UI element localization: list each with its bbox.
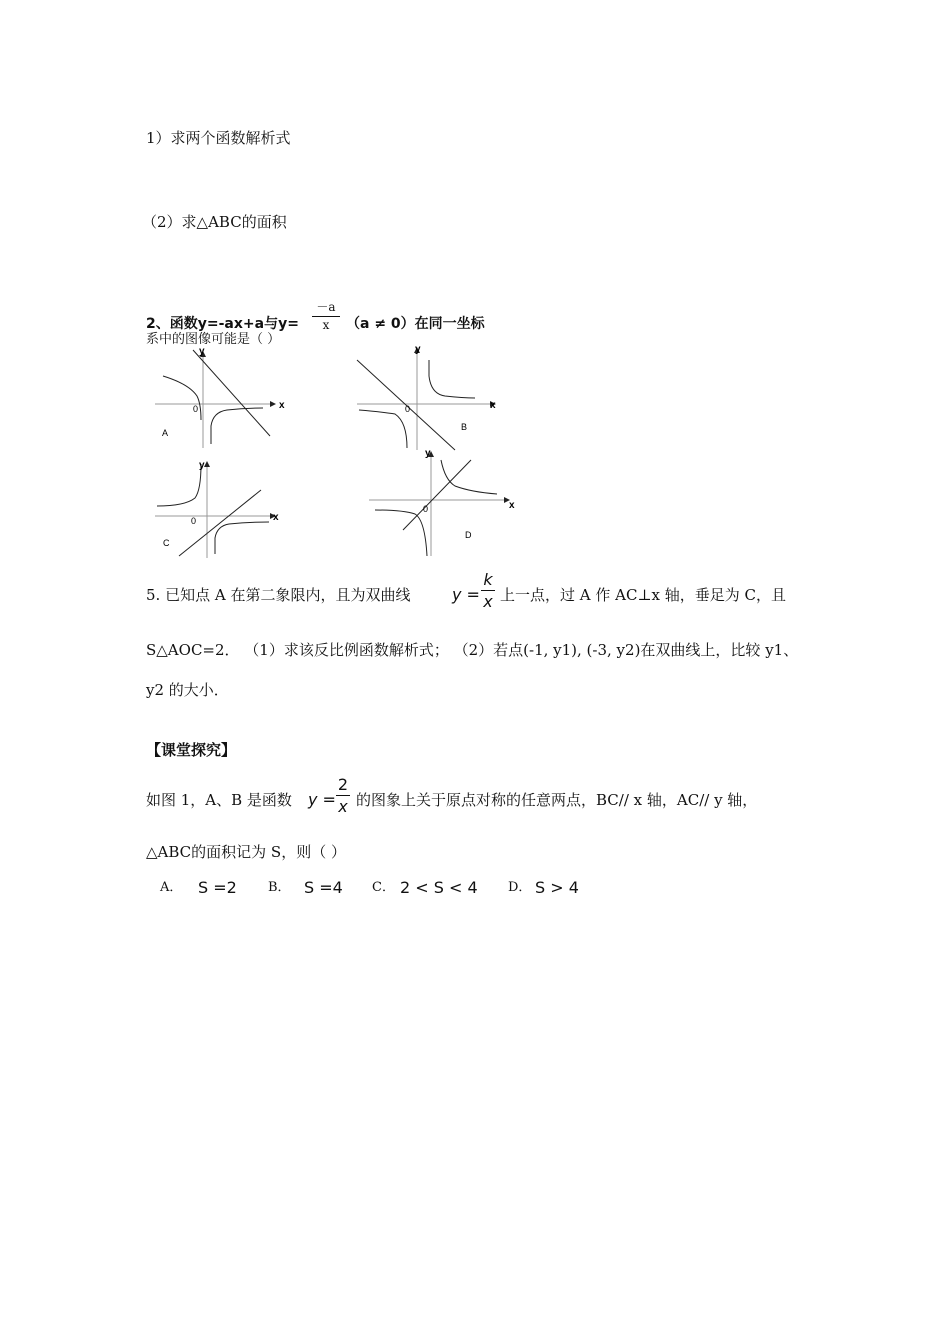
q5-frac-num: k <box>483 570 493 589</box>
explore-frac-num: 2 <box>337 775 349 794</box>
q1-part1: 1）求两个函数解析式 <box>146 129 291 147</box>
graph-d <box>369 452 509 556</box>
q2-fraction <box>312 298 340 332</box>
q2-frac-den: x <box>322 318 330 332</box>
graph-b-label: B <box>461 422 468 432</box>
explore-line1-prefix: 如图 1，A、B 是函数 <box>146 791 292 809</box>
graph-b <box>357 348 495 450</box>
explore-eq-lhs: y = <box>308 790 336 809</box>
q5-line2: S△AOC=2． （1）求该反比例函数解析式； （2）若点(-1, y1), (-3, y2)在双曲线上，比较 y1、 <box>146 641 799 659</box>
option-b-expr: S =4 <box>304 878 343 897</box>
q5-frac-den: x <box>483 592 493 611</box>
q5-eq-lhs: y = <box>452 585 480 604</box>
graph-d-y-label: y <box>425 448 431 459</box>
explore-fraction <box>336 775 350 816</box>
q2-graphs <box>145 340 565 560</box>
graph-d-x-label: x <box>509 500 515 511</box>
graph-d-label: D <box>465 530 472 540</box>
graph-b-y-label: y <box>415 344 421 355</box>
graph-b-origin: 0 <box>405 404 411 414</box>
graph-a <box>155 350 275 448</box>
explore-frac-den: x <box>338 797 348 816</box>
option-d-expr: S > 4 <box>535 878 579 897</box>
q5-fraction <box>481 570 495 611</box>
graph-c-label: C <box>163 538 170 548</box>
q5-line1-suffix: 上一点，过 A 作 AC⊥x 轴，垂足为 C，且 <box>500 586 787 604</box>
graph-a-y-label: y <box>199 346 205 357</box>
option-d-letter: D． <box>508 880 532 895</box>
q1-part2: （2）求△ABC的面积 <box>142 213 287 231</box>
q2-frac-num: －a <box>316 300 336 314</box>
graph-a-x-label: x <box>279 400 285 411</box>
option-c-letter: C． <box>372 880 395 895</box>
option-a-letter: A． <box>160 880 183 895</box>
option-a-expr: S =2 <box>198 878 237 897</box>
graph-c-origin: 0 <box>191 516 197 526</box>
option-c-expr: 2 < S < 4 <box>400 878 478 897</box>
graph-b-x-label: x <box>490 400 496 411</box>
explore-line1-suffix: 的图象上关于原点对称的任意两点，BC// x 轴，AC// y 轴， <box>356 791 758 809</box>
graph-c-y-label: y <box>199 460 205 471</box>
graph-c-x-label: x <box>273 512 279 523</box>
graph-d-origin: 0 <box>423 504 429 514</box>
q2-line2: 系中的图像可能是（ ） <box>146 332 281 347</box>
q2-line1-prefix: 2、函数y=-ax+a与y= <box>146 316 299 332</box>
option-b-letter: B． <box>268 880 291 895</box>
explore-heading: 【课堂探究】 <box>146 741 237 759</box>
graph-c <box>155 462 275 558</box>
graph-a-label: A <box>162 428 169 438</box>
q2-line1-suffix: （a ≠ 0）在同一坐标 <box>346 316 485 332</box>
graph-a-origin: 0 <box>193 404 199 414</box>
explore-line2: △ABC的面积记为 S，则（ ） <box>146 843 346 861</box>
q5-line1-prefix: 5. 已知点 A 在第二象限内，且为双曲线 <box>146 586 411 604</box>
q5-line3: y2 的大小． <box>146 681 229 699</box>
